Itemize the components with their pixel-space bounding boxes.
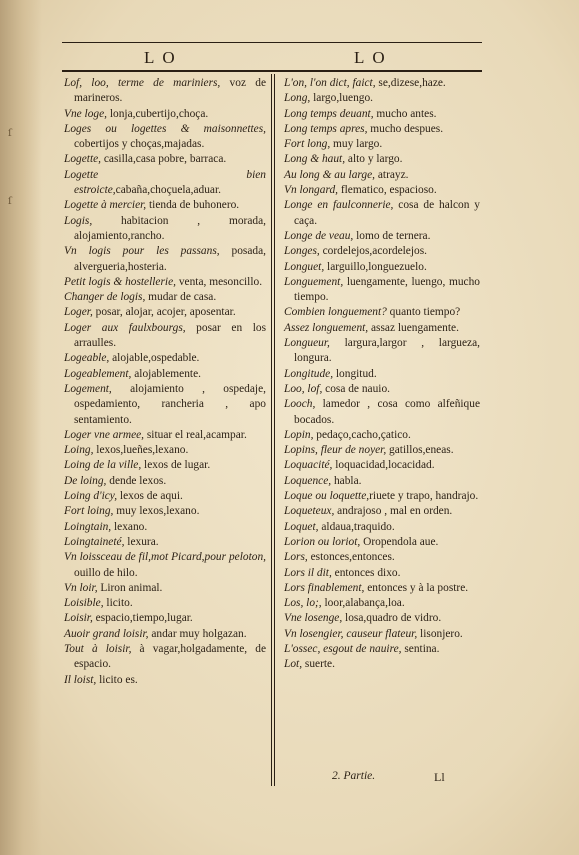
header-left: LO [144,48,183,67]
entry-term: Los, lo;, [284,597,322,610]
entry-definition: tienda de buhonero. [146,199,240,212]
entry-term: L'on, l'on dict, faict, [284,77,376,89]
entry-term: Lopin, [284,428,314,441]
entry-term: Vne losenge, [284,612,343,625]
dictionary-entry [284,367,480,382]
dictionary-entry [284,535,480,550]
entry-definition: suerte. [302,658,335,671]
dictionary-entry [64,305,266,320]
dictionary-entry [64,428,266,443]
entry-term: Loquence, [284,474,332,487]
dictionary-entry [64,627,266,642]
entry-term: Loingtaineté, [64,535,125,548]
dictionary-entry [284,642,480,657]
entry-definition: cosa de halcon y caça. [294,199,480,227]
dictionary-entry [64,458,266,473]
top-rule [62,42,482,43]
entry-term: Au long & au large, [284,168,376,181]
entry-definition: lexano. [111,520,148,533]
entry-term: Loquet, [284,520,319,533]
entry-definition: gatillos,eneas. [386,444,454,457]
entry-definition: andrajoso , mal en orden. [334,505,453,518]
dictionary-entry [64,198,266,213]
entry-term: De loing, [64,474,107,487]
dictionary-entry [284,489,480,504]
entry-term: Longuet, [284,260,325,273]
entry-term: Loing d'icy, [64,490,118,503]
entry-definition: loquacidad,locacidad. [332,459,435,472]
dictionary-entry [284,244,480,259]
entry-definition: flematico, espacioso. [338,184,437,197]
dictionary-entry [64,535,266,550]
entry-term: Loing, [64,444,94,457]
entry-definition: à vagar,holgadamente, de espacio. [74,642,267,671]
entry-term: Loger, [64,306,93,319]
entry-definition: quanto tiempo? [386,306,461,319]
entry-term: Logement, [64,382,112,395]
dictionary-entry [284,504,480,519]
entry-definition: cabaña,choçuela,aduar. [115,184,221,197]
entry-term: Logis, [64,214,93,227]
entry-term: Combien longuement? [284,306,387,319]
entry-term: L'ossec, esgout de nauire, [284,642,402,655]
dictionary-entry [284,321,480,336]
dictionary-entry [284,107,480,122]
entry-term: Loqueteux, [284,505,335,518]
dictionary-entry [64,520,266,535]
dictionary-entry [64,443,266,458]
dictionary-entry [64,550,266,581]
header-right: LO [354,48,393,67]
entry-term: Long & haut, [284,153,346,166]
dictionary-entry [284,275,480,306]
dictionary-entry [64,642,266,673]
dictionary-entry [284,152,480,167]
dictionary-entry [64,152,266,167]
entry-definition: lexos de aqui. [117,490,183,503]
entry-definition: voz de marineros. [74,77,266,105]
entry-definition: situar el real,acampar. [144,428,247,441]
entry-term: Loing de la ville, [64,459,142,472]
entry-definition: cordelejos,acordelejos. [319,245,427,258]
entry-term: Vn loir, [64,581,98,594]
entry-term: Lopins, fleur de noyer, [284,444,387,457]
dictionary-entry [64,76,266,107]
entry-term: Logeablement, [64,367,132,380]
dictionary-entry [284,168,480,183]
entry-term: Changer de logis, [64,291,146,304]
entry-definition: lonja,cubertijo,choça. [107,107,209,120]
entry-term: Logeable, [64,352,110,365]
entry-definition: andar muy holgazan. [148,627,247,640]
entry-definition: lamedor , cosa como alfeñique bocados. [294,398,480,426]
entry-term: Tout à loisir, [64,642,132,655]
column-divider [274,74,275,786]
entry-term: Vn loissceau de fil,mot Picard,pour peloton, [64,551,266,564]
dictionary-entry [64,382,266,428]
entry-term: Loger aux faulxbourgs, [64,321,186,334]
entry-definition: losa,quadro de vidro. [342,612,442,625]
entry-term: Vn logis pour les passans, [64,245,220,258]
dictionary-entry [284,305,480,320]
dictionary-entry [64,244,266,275]
dictionary-entry [64,504,266,519]
entry-term: Long temps apres, [284,122,368,135]
entry-definition: se,dizese,haze. [375,77,446,89]
entry-definition: alojablemente. [131,367,201,380]
entry-term: Lot, [284,658,303,671]
entry-term: Longe de veau, [284,229,354,242]
dictionary-entry [64,367,266,382]
entry-term: Petit logis & hostellerie, [64,275,176,288]
entry-term: Vn longard, [284,184,338,197]
entry-definition: pedaço,cacho,çatico. [313,428,411,441]
entry-definition: largura,largor , largueza, longura. [294,337,480,365]
entry-term: Auoir grand loisir, [64,627,149,640]
entry-definition: estonces,entonces. [307,551,395,564]
entry-definition: Oropendola aue. [360,535,439,548]
entry-definition: luengamente, luengo, mucho tiempo. [294,275,480,304]
entry-definition: dende lexos. [106,474,167,487]
dictionary-entry [64,107,266,122]
entry-term: Vn losengier, causeur flateur, [284,627,418,640]
entry-definition: mucho despues. [367,122,444,135]
entry-term: Lorion ou loriot, [284,535,361,548]
entry-definition: cosa de nauio. [322,382,390,395]
dictionary-entry [284,581,480,596]
entry-term: Lof, loo, terme de mariniers, [64,77,221,89]
entry-definition: licito es. [96,673,138,686]
entry-definition: entonces y à la postre. [364,581,469,594]
dictionary-entry [284,229,480,244]
dictionary-entry [284,458,480,473]
right-column [284,76,480,673]
entry-definition: alojamiento , ospedaje, ospedamiento, rancheria , apo sentamiento. [74,382,266,426]
entry-definition: riuete y trapo, handrajo. [369,490,479,503]
entry-term: Loo, lof, [284,382,323,395]
entry-term: Vne loge, [64,107,108,120]
entry-definition: habla. [331,474,362,487]
page-gutter [0,0,42,855]
column-divider [271,74,272,786]
dictionary-entry [64,214,266,245]
entry-term: Longueur, [284,337,330,350]
dictionary-entry [64,596,266,611]
entry-term: Lors, [284,551,308,564]
dictionary-entry [284,382,480,397]
entry-term: Loisible, [64,597,104,610]
dictionary-entry [284,137,480,152]
entry-definition: largo,luengo. [310,92,374,105]
entry-definition: cobertijos y choças,majadas. [74,138,205,151]
entry-definition: assaz luengamente. [368,321,459,334]
entry-definition: entonces dixo. [331,566,401,579]
entry-term: Logette, [64,153,102,166]
signature-mark: 2. Partie. [332,770,376,782]
entry-definition: posar, alojar, acojer, aposentar. [92,306,236,319]
entry-term: Looch, [284,398,316,411]
entry-definition: muy largo. [330,138,383,151]
dictionary-entry [64,611,266,626]
entry-definition: habitacion , morada, alojamiento,rancho. [74,214,266,242]
entry-definition: alojable,ospedable. [109,352,200,365]
dictionary-entry [284,260,480,275]
dictionary-entry [64,168,266,199]
entry-definition: lexos,lueñes,lexano. [93,444,189,457]
entry-definition: longitud. [333,367,377,380]
dictionary-entry [284,183,480,198]
dictionary-entry [64,489,266,504]
entry-term: Long, [284,92,311,105]
left-column [64,76,266,688]
dictionary-entry [284,550,480,565]
entry-term: Lors finablement, [284,581,365,594]
dictionary-entry [284,443,480,458]
dictionary-entry [284,566,480,581]
page-header [62,46,482,72]
entry-definition: mudar de casa. [145,291,217,304]
entry-definition: larguillo,longuezuelo. [324,260,427,273]
dictionary-entry [64,290,266,305]
entry-term: Fort loing, [64,505,114,518]
dictionary-entry [284,76,480,91]
entry-definition: sentina. [401,642,440,655]
entry-definition: Liron animal. [97,581,163,594]
entry-definition: venta, mesoncillo. [176,275,263,288]
entry-definition: espacio,tiempo,lugar. [92,612,193,625]
entry-term: Lors il dit, [284,566,332,579]
entry-term: Loges ou logettes & maisonnettes, [64,122,266,135]
entry-definition: lisonjero. [417,627,463,640]
entry-term: Loingtain, [64,520,112,533]
entry-definition: muy lexos,lexano. [113,505,200,518]
dictionary-entry [284,474,480,489]
dictionary-entry [284,198,480,229]
dictionary-entry [284,122,480,137]
dictionary-entry [284,336,480,367]
dictionary-entry [284,596,480,611]
catchword: Ll [434,770,445,784]
dictionary-entry [64,673,266,688]
entry-term: Il loist, [64,673,97,686]
entry-definition: mucho antes. [373,107,437,120]
dictionary-entry [284,520,480,535]
dictionary-entry [284,91,480,106]
entry-term: Fort long, [284,138,331,151]
entry-term: Logette à mercier, [64,199,147,212]
entry-term: Longitude, [284,367,334,380]
dictionary-entry [284,397,480,428]
dictionary-entry [64,321,266,352]
gutter-mark: ſ [8,128,12,139]
entry-term: Loisir, [64,612,93,625]
entry-definition: posar en los arraulles. [74,321,267,350]
entry-term: Longe en faulconnerie, [284,199,394,212]
entry-definition: lexos de lugar. [141,459,211,472]
dictionary-entry [64,581,266,596]
entry-definition: atrayz. [375,168,409,181]
entry-definition: posada, alvergueria,hosteria. [74,245,267,273]
dictionary-entry [64,275,266,290]
dictionary-entry [64,122,266,153]
dictionary-entry [284,611,480,626]
entry-term: Loquacité, [284,459,333,472]
entry-term: Longuement, [284,275,344,288]
dictionary-entry [284,627,480,642]
dictionary-entry [64,351,266,366]
dictionary-entry [284,657,480,672]
entry-term: Longes, [284,245,320,258]
dictionary-entry [284,428,480,443]
entry-definition: lexura. [124,535,159,548]
gutter-mark: ſ [8,196,12,207]
entry-term: Loque ou loquette, [284,490,370,503]
entry-definition: lomo de ternera. [353,229,431,242]
entry-term: Assez longuement, [284,321,369,334]
dictionary-entry [64,474,266,489]
entry-definition: loor,alabança,loa. [321,597,405,610]
entry-definition: licito. [103,597,133,610]
page-footer [284,770,480,786]
entry-definition: ouillo de hilo. [74,566,138,579]
entry-term: Loger vne armee, [64,428,145,441]
entry-definition: aldaua,traquido. [318,520,395,533]
entry-definition: alto y largo. [345,153,403,166]
entry-term: Logette bien estroicte, [64,168,266,197]
entry-term: Long temps deuant, [284,107,374,120]
entry-definition: casilla,casa pobre, barraca. [101,153,227,166]
